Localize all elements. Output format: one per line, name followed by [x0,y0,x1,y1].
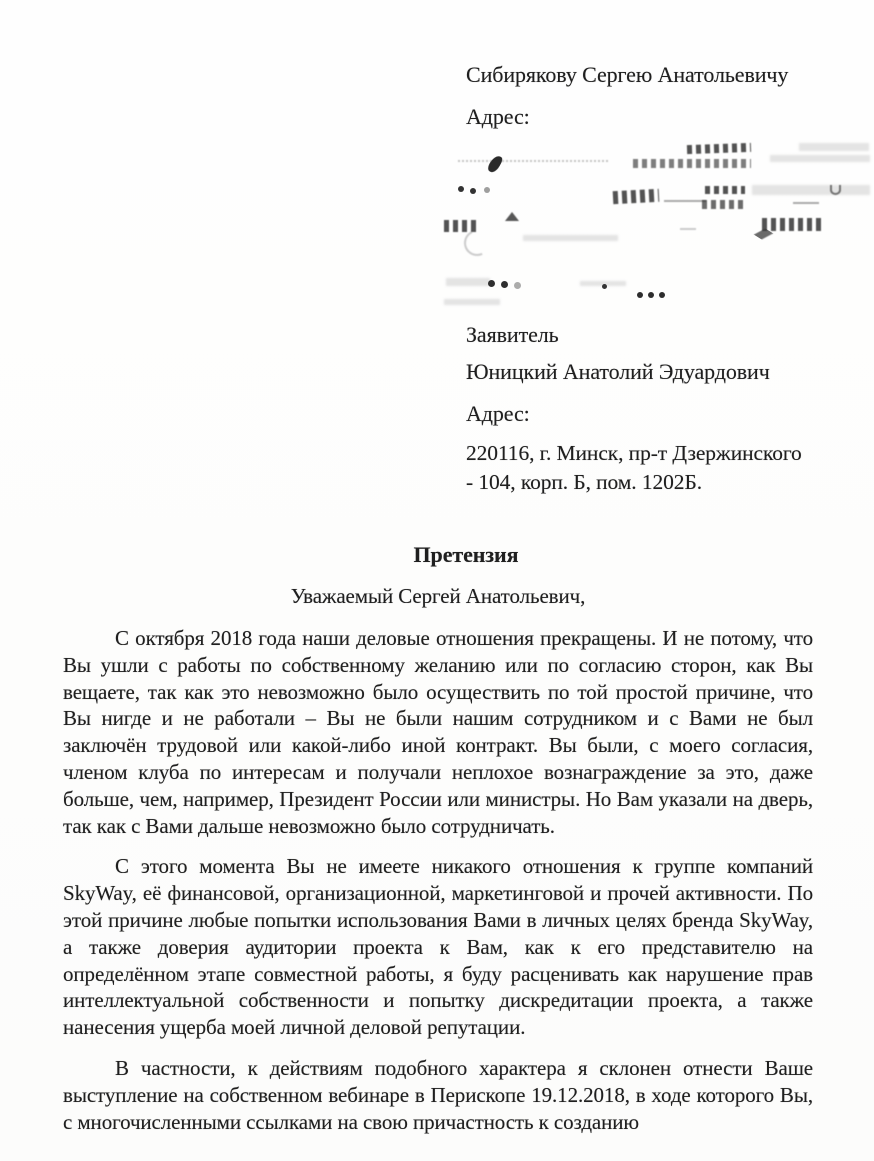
redaction-smudge [680,228,696,230]
applicant-address [466,439,866,497]
redaction-smudge [458,186,464,192]
redaction-smudge [799,143,869,151]
body-paragraph-2: С этого момента Вы не имеете никакого отношения к группе компаний SkyWay, её финансовой, организационной, маркетинговой и прочей активности. По этой причине любые попытки использования Вами в личных целях бренда SkyWay, а также доверия аудитории проекта к Вам, как к его представителю на определённом этапе совместной работы, я буду расценивать как нарушение прав интеллектуальной собственности и попытку дискредитации проекта, а также нанесения ущерба моей личной деловой репутации. [63,854,813,1040]
redaction-smudge [754,229,773,240]
letter-body [63,625,813,1135]
redaction-smudge [664,200,706,202]
applicant-address-line-2: - 104, корп. Б, пом. 1202Б. [466,470,702,494]
redaction-smudge [637,292,643,298]
redaction-smudge [460,226,493,259]
redaction-smudge [505,212,519,221]
redaction-smudge [762,218,822,231]
redaction-smudge [705,186,745,194]
redaction-smudge [602,284,607,289]
redaction-smudge [687,143,751,154]
redacted-address-area [444,142,870,304]
salutation: Уважаемый Сергей Анатольевич, [290,584,586,608]
body-paragraph-3: В частности, к действиям подобного характера я склонен отнести Ваше выступление на собственном вебинаре в Перископе 19.12.2018, в ходе которого Вы, с многочисленными ссылками на свою причастность к созданию [63,1055,813,1134]
redaction-smudge [702,200,746,209]
applicant-address-label: Адрес: [466,401,530,426]
redaction-smudge [770,155,870,162]
redaction-smudge [488,280,495,287]
redaction-smudge [486,154,503,175]
redaction-smudge [444,299,500,305]
redaction-smudge [633,159,751,168]
redaction-smudge [830,185,841,195]
redaction-smudge [580,281,626,286]
redaction-smudge [523,235,618,241]
document-title: Претензия [413,542,519,567]
applicant-address-line-1: 220116, г. Минск, пр-т Дзержинского [466,441,802,465]
redaction-smudge [793,202,819,204]
redaction-smudge [613,189,660,204]
redaction-smudge [458,160,608,162]
applicant-name: Юницкий Анатолий Эдуардович [466,359,770,384]
applicant-label: Заявитель [466,322,559,347]
redaction-smudge [446,278,490,286]
recipient-name: Сибирякову Сергею Анатольевичу [466,62,789,87]
redaction-smudge [444,220,480,232]
recipient-address-label: Адрес: [466,104,530,129]
redaction-smudge [752,185,870,195]
body-paragraph-1: С октября 2018 года наши деловые отношения прекращены. И не потому, что Вы ушли с работы по собственному желанию или по согласию сторон, как Вы вещаете, так как это невозможно было осуществить по той простой причине, что Вы нигде и не работали – Вы не были нашим сотрудником и с Вами не был заключён трудовой или какой-либо иной контракт. Вы были, с моего согласия, членом клуба по интересам и получали неплохое вознаграждение за это, даже больше, чем, например, Президент России или министры. Но Вам указали на дверь, так как с Вами дальше невозможно было сотрудничать. [63,626,813,838]
